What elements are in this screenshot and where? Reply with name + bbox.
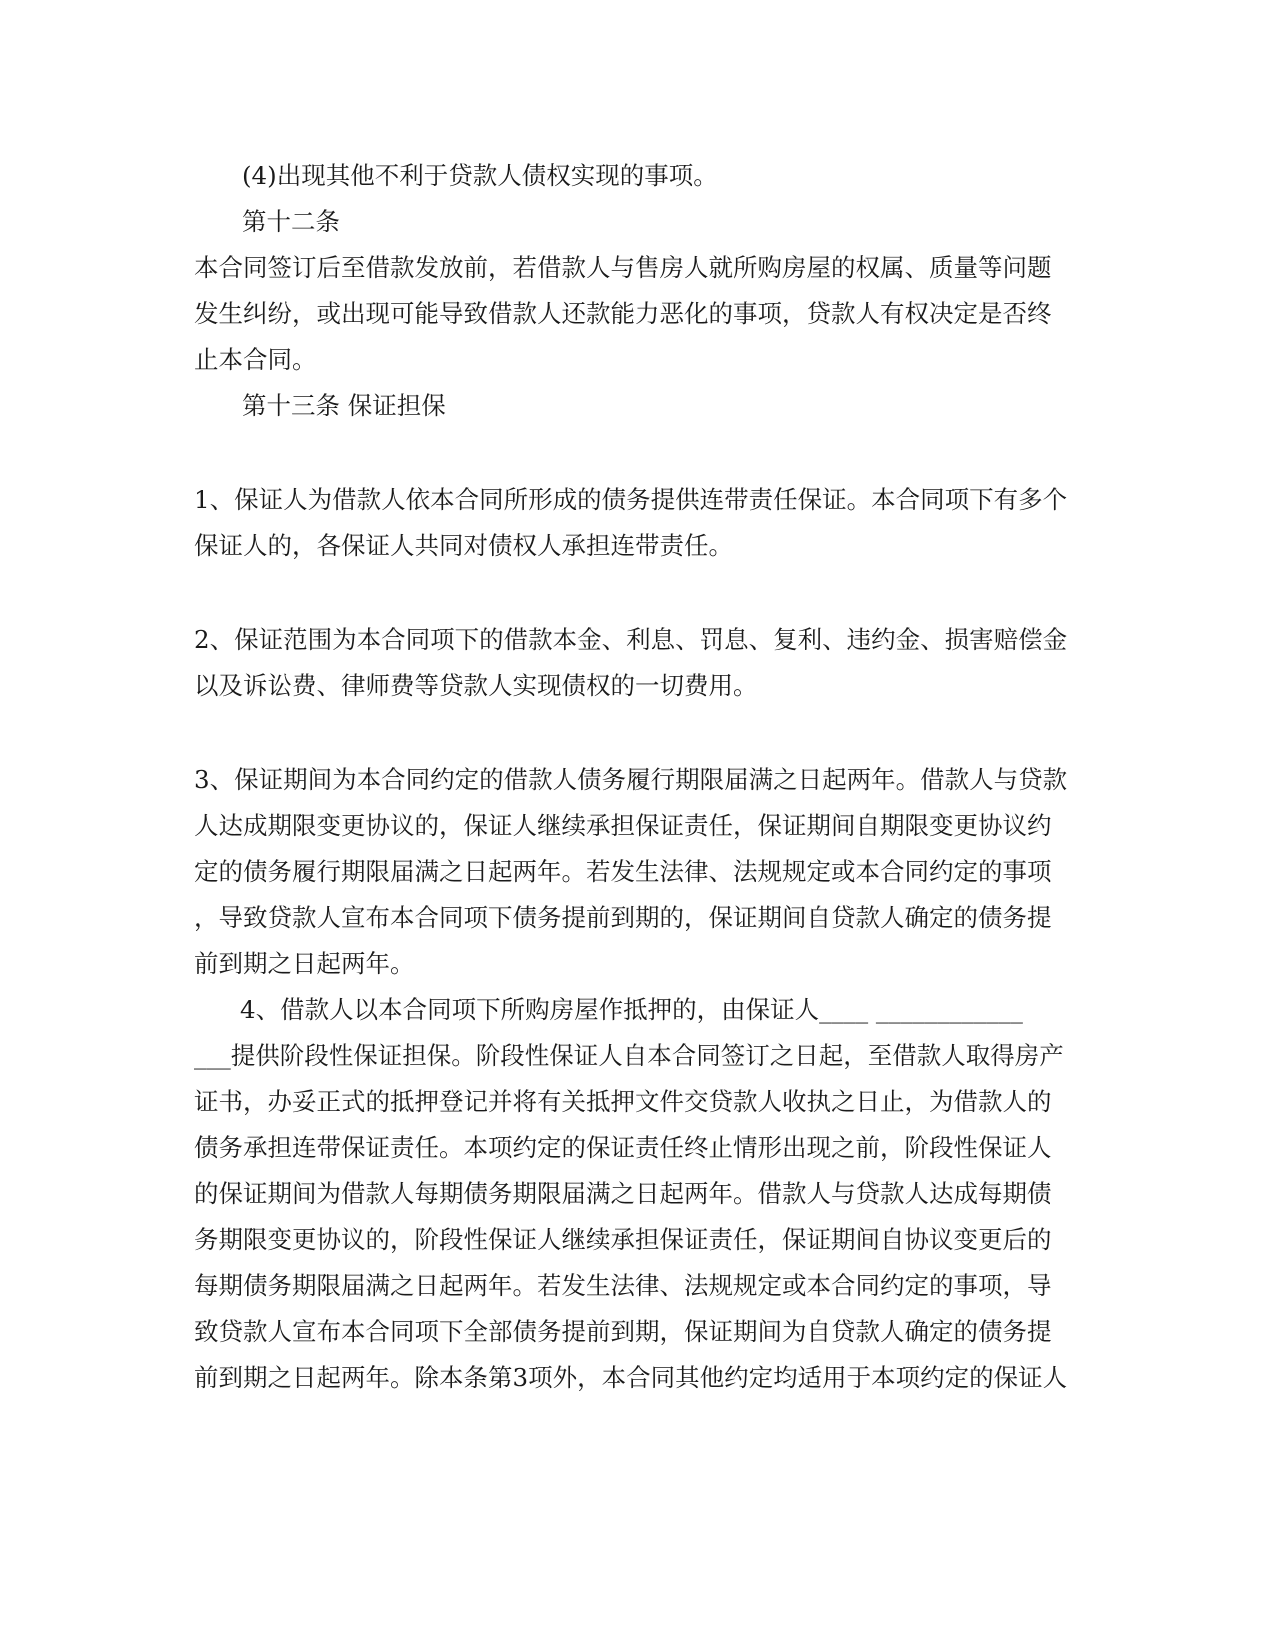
guarantee-item-2-line: 2、保证范围为本合同项下的借款本金、利息、罚息、复利、违约金、损害赔偿金 — [194, 625, 1068, 654]
article-12-text-line: 止本合同。 — [194, 345, 317, 374]
guarantee-item-4-line: ___提供阶段性保证担保。阶段性保证人自本合同签订之日起，至借款人取得房产 — [194, 1041, 1064, 1070]
guarantee-item-4-line: 4、借款人以本合同项下所购房屋作抵押的，由保证人____ ____________ — [240, 995, 1023, 1024]
guarantee-item-1-line: 保证人的，各保证人共同对债权人承担连带责任。 — [194, 531, 733, 560]
guarantee-item-2-line: 以及诉讼费、律师费等贷款人实现债权的一切费用。 — [194, 671, 758, 700]
guarantee-item-3-line: ，导致贷款人宣布本合同项下债务提前到期的，保证期间自贷款人确定的债务提 — [194, 903, 1052, 932]
guarantee-item-4-line: 证书，办妥正式的抵押登记并将有关抵押文件交贷款人收执之日止，为借款人的 — [194, 1087, 1052, 1116]
guarantee-item-4-line: 每期债务期限届满之日起两年。若发生法律、法规规定或本合同约定的事项，导 — [194, 1271, 1052, 1300]
guarantee-item-4-line: 务期限变更协议的，阶段性保证人继续承担保证责任，保证期间自协议变更后的 — [194, 1225, 1052, 1254]
article-13-heading: 第十三条 保证担保 — [242, 391, 446, 420]
clause-item-4: (4)出现其他不利于贷款人债权实现的事项。 — [242, 161, 718, 190]
guarantee-item-3-line: 人达成期限变更协议的，保证人继续承担保证责任，保证期间自期限变更协议约 — [194, 811, 1052, 840]
guarantee-item-3-line: 前到期之日起两年。 — [194, 949, 415, 978]
guarantee-item-4-line: 前到期之日起两年。除本条第3项外，本合同其他约定均适用于本项约定的保证人 — [194, 1363, 1068, 1392]
guarantee-item-1-line: 1、保证人为借款人依本合同所形成的债务提供连带责任保证。本合同项下有多个 — [194, 485, 1068, 514]
article-12-heading: 第十二条 — [242, 207, 340, 236]
guarantee-item-4-line: 的保证期间为借款人每期债务期限届满之日起两年。借款人与贷款人达成每期债 — [194, 1179, 1052, 1208]
article-12-text-line: 本合同签订后至借款发放前，若借款人与售房人就所购房屋的权属、质量等问题 — [194, 253, 1052, 282]
article-12-text-line: 发生纠纷，或出现可能导致借款人还款能力恶化的事项，贷款人有权决定是否终 — [194, 299, 1052, 328]
guarantee-item-3-line: 3、保证期间为本合同约定的借款人债务履行期限届满之日起两年。借款人与贷款 — [194, 765, 1068, 794]
guarantee-item-3-line: 定的债务履行期限届满之日起两年。若发生法律、法规规定或本合同约定的事项 — [194, 857, 1052, 886]
guarantee-item-4-line: 致贷款人宣布本合同项下全部债务提前到期，保证期间为自贷款人确定的债务提 — [194, 1317, 1052, 1346]
guarantee-item-4-line: 债务承担连带保证责任。本项约定的保证责任终止情形出现之前，阶段性保证人 — [194, 1133, 1052, 1162]
